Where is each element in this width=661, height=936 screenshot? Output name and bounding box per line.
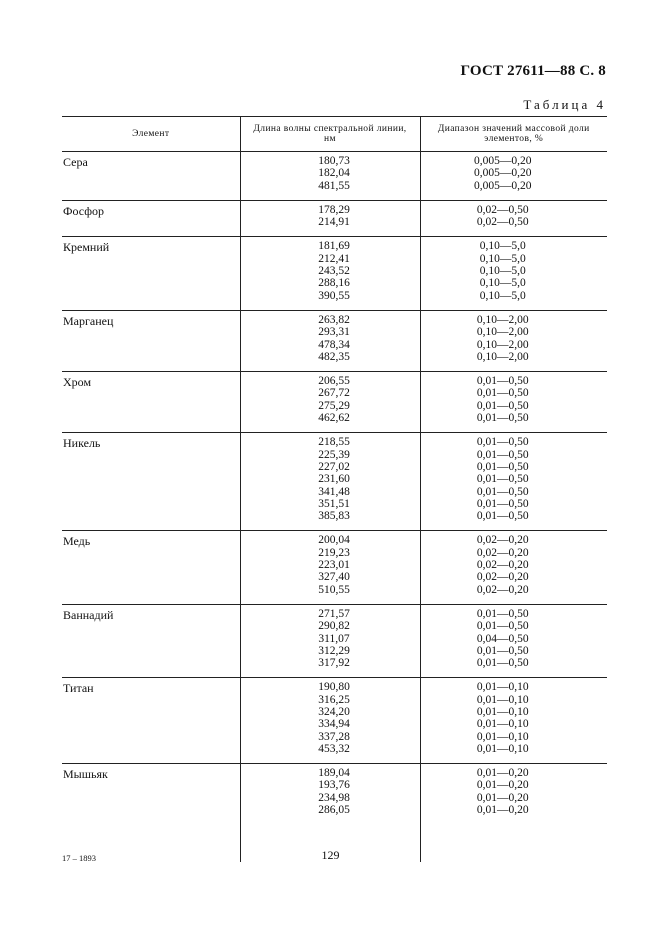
wavelength-value: 311,07 — [318, 632, 350, 645]
mass-fraction-range: 0,10—5,0 — [479, 277, 526, 290]
mass-fraction-range: 0,01—0,50 — [476, 399, 529, 412]
mass-fraction-range: 0,005—0,20 — [474, 155, 532, 167]
wavelength-value: 510,55 — [318, 583, 350, 596]
mass-fraction-range: 0,01—0,20 — [476, 804, 529, 817]
wavelength-value: 316,25 — [318, 693, 350, 706]
table-header-row — [62, 117, 607, 152]
mass-fraction-range: 0,04—0,50 — [476, 632, 529, 645]
table-row — [62, 200, 607, 237]
element-name-cell — [62, 237, 240, 310]
table-row — [62, 531, 607, 604]
wavelength-cell — [240, 200, 420, 237]
spectral-lines-table — [62, 116, 607, 862]
table-body — [62, 152, 607, 863]
mass-fraction-range: 0,01—0,10 — [476, 693, 529, 706]
page-number: 129 — [321, 848, 340, 862]
mass-fraction-range: 0,01—0,10 — [476, 681, 529, 694]
wavelength-cell — [240, 433, 420, 531]
table-row — [62, 604, 607, 677]
element-name: Титан — [63, 681, 94, 696]
element-name: Никель — [63, 436, 101, 451]
mass-fraction-cell — [420, 237, 607, 310]
table-row — [62, 433, 607, 531]
element-name-cell — [62, 433, 240, 531]
table-row — [62, 152, 607, 201]
mass-fraction-range: 0,01—0,50 — [476, 412, 529, 425]
mass-fraction-range: 0,01—0,20 — [476, 779, 529, 792]
wavelength-cell — [240, 531, 420, 604]
mass-fraction-range: 0,10—5,0 — [479, 289, 526, 302]
mass-fraction-range: 0,005—0,20 — [474, 179, 532, 192]
mass-fraction-range: 0,10—5,0 — [479, 265, 526, 278]
element-name: Фосфор — [63, 203, 105, 218]
element-name-cell — [62, 678, 240, 764]
wavelength-value: 182,04 — [318, 167, 350, 180]
wavelength-value: 462,62 — [318, 412, 350, 425]
wavelength-value: 288,16 — [318, 277, 350, 290]
mass-fraction-range: 0,02—0,50 — [476, 203, 529, 216]
column-header-mass-fraction: Диапазон значений массовой доли элементов, % — [420, 117, 607, 152]
wavelength-value: 275,29 — [318, 399, 350, 412]
wavelength-value: 327,40 — [318, 571, 350, 584]
wavelength-value: 293,31 — [318, 326, 350, 339]
mass-fraction-range: 0,01—0,50 — [476, 620, 529, 633]
mass-fraction-range: 0,01—0,50 — [476, 657, 529, 670]
element-name: Кремний — [63, 240, 110, 255]
mass-fraction-range: 0,01—0,10 — [476, 742, 529, 755]
mass-fraction-range: 0,01—0,50 — [476, 607, 529, 620]
mass-fraction-range: 0,01—0,50 — [476, 375, 529, 388]
wavelength-value: 481,55 — [318, 179, 350, 192]
wavelength-value: 337,28 — [318, 730, 350, 743]
wavelength-value: 200,04 — [318, 534, 350, 547]
wavelength-value: 189,04 — [318, 767, 350, 780]
mass-fraction-range: 0,01—0,20 — [476, 767, 529, 780]
wavelength-value: 190,80 — [318, 681, 350, 694]
wavelength-value: 324,20 — [318, 705, 350, 718]
element-name: Хром — [63, 375, 92, 390]
wavelength-value: 234,98 — [318, 791, 350, 804]
table-row — [62, 237, 607, 310]
wavelength-value: 263,82 — [318, 313, 350, 326]
wavelength-cell — [240, 237, 420, 310]
mass-fraction-cell — [420, 372, 607, 433]
wavelength-value: 334,94 — [318, 718, 350, 731]
wavelength-value: 225,39 — [318, 448, 350, 461]
wavelength-value: 212,41 — [318, 252, 350, 265]
document-code: ГОСТ 27611—88 С. 8 — [460, 63, 606, 79]
wavelength-value: 341,48 — [318, 485, 350, 498]
wavelength-value: 312,29 — [318, 644, 350, 657]
mass-fraction-range: 0,02—0,20 — [476, 534, 529, 547]
mass-fraction-cell — [420, 604, 607, 677]
table-row — [62, 678, 607, 764]
mass-fraction-range: 0,01—0,50 — [476, 387, 529, 400]
mass-fraction-range: 0,005—0,20 — [474, 167, 532, 180]
wavelength-value: 231,60 — [318, 473, 350, 486]
mass-fraction-range: 0,01—0,10 — [476, 705, 529, 718]
element-name-cell — [62, 152, 240, 201]
wavelength-value: 290,82 — [318, 620, 350, 633]
mass-fraction-range: 0,02—0,20 — [476, 559, 529, 572]
mass-fraction-range: 0,10—2,00 — [476, 313, 529, 326]
wavelength-value: 453,32 — [318, 742, 350, 755]
mass-fraction-range: 0,10—2,00 — [476, 338, 529, 351]
mass-fraction-range: 0,10—5,0 — [479, 240, 526, 253]
mass-fraction-range: 0,01—0,50 — [476, 497, 529, 510]
column-header-element: Элемент — [62, 117, 240, 152]
wavelength-cell — [240, 678, 420, 764]
mass-fraction-range: 0,02—0,20 — [476, 546, 529, 559]
mass-fraction-cell — [420, 678, 607, 764]
element-name: Мышьяк — [63, 767, 108, 782]
mass-fraction-range: 0,10—2,00 — [476, 350, 529, 363]
wavelength-value: 219,23 — [318, 546, 350, 559]
mass-fraction-range: 0,02—0,20 — [476, 583, 529, 596]
wavelength-value: 180,73 — [318, 155, 350, 167]
wavelength-value: 227,02 — [318, 460, 350, 473]
element-name: Медь — [63, 534, 91, 549]
element-name: Ваннадий — [63, 607, 114, 622]
mass-fraction-range: 0,01—0,50 — [476, 485, 529, 498]
wavelength-value: 390,55 — [318, 289, 350, 302]
wavelength-value: 206,55 — [318, 375, 350, 388]
wavelength-value: 267,72 — [318, 387, 350, 400]
wavelength-cell — [240, 372, 420, 433]
wavelength-value: 243,52 — [318, 265, 350, 278]
wavelength-value: 385,83 — [318, 510, 350, 523]
mass-fraction-range: 0,10—5,0 — [479, 252, 526, 265]
mass-fraction-range: 0,01—0,50 — [476, 473, 529, 486]
mass-fraction-cell — [420, 310, 607, 371]
mass-fraction-cell — [420, 200, 607, 237]
element-name-cell — [62, 372, 240, 433]
wavelength-cell — [240, 604, 420, 677]
mass-fraction-range: 0,02—0,20 — [476, 571, 529, 584]
wavelength-value: 317,92 — [318, 657, 350, 670]
column-header-wavelength: Длина волны спектральной линии, нм — [240, 117, 420, 152]
mass-fraction-cell — [420, 152, 607, 201]
wavelength-value: 181,69 — [318, 240, 350, 253]
element-name-cell — [62, 310, 240, 371]
wavelength-cell — [240, 310, 420, 371]
wavelength-value: 214,91 — [318, 216, 350, 229]
element-name-cell — [62, 531, 240, 604]
element-name: Сера — [63, 155, 88, 169]
wavelength-value: 193,76 — [318, 779, 350, 792]
table-caption: Таблица 4 — [523, 97, 606, 112]
element-name-cell — [62, 604, 240, 677]
wavelength-value: 482,35 — [318, 350, 350, 363]
mass-fraction-cell — [420, 531, 607, 604]
table-row — [62, 372, 607, 433]
mass-fraction-range: 0,01—0,50 — [476, 644, 529, 657]
mass-fraction-range: 0,10—2,00 — [476, 326, 529, 339]
print-order-number: 17 – 1893 — [62, 853, 96, 863]
mass-fraction-range: 0,01—0,10 — [476, 718, 529, 731]
spectral-lines-table-container — [62, 116, 607, 862]
wavelength-value: 286,05 — [318, 804, 350, 817]
mass-fraction-range: 0,01—0,50 — [476, 460, 529, 473]
wavelength-value: 223,01 — [318, 559, 350, 572]
table-row — [62, 310, 607, 371]
wavelength-cell — [240, 152, 420, 201]
wavelength-value: 271,57 — [318, 607, 350, 620]
wavelength-value: 478,34 — [318, 338, 350, 351]
mass-fraction-range: 0,01—0,20 — [476, 791, 529, 804]
mass-fraction-range: 0,01—0,50 — [476, 448, 529, 461]
wavelength-value: 351,51 — [318, 497, 350, 510]
mass-fraction-range: 0,01—0,50 — [476, 436, 529, 449]
mass-fraction-range: 0,01—0,50 — [476, 510, 529, 523]
wavelength-value: 218,55 — [318, 436, 350, 449]
mass-fraction-range: 0,02—0,50 — [476, 216, 529, 229]
element-name: Марганец — [63, 313, 114, 328]
mass-fraction-cell — [420, 433, 607, 531]
element-name-cell — [62, 200, 240, 237]
mass-fraction-range: 0,01—0,10 — [476, 730, 529, 743]
wavelength-value: 178,29 — [318, 203, 350, 216]
